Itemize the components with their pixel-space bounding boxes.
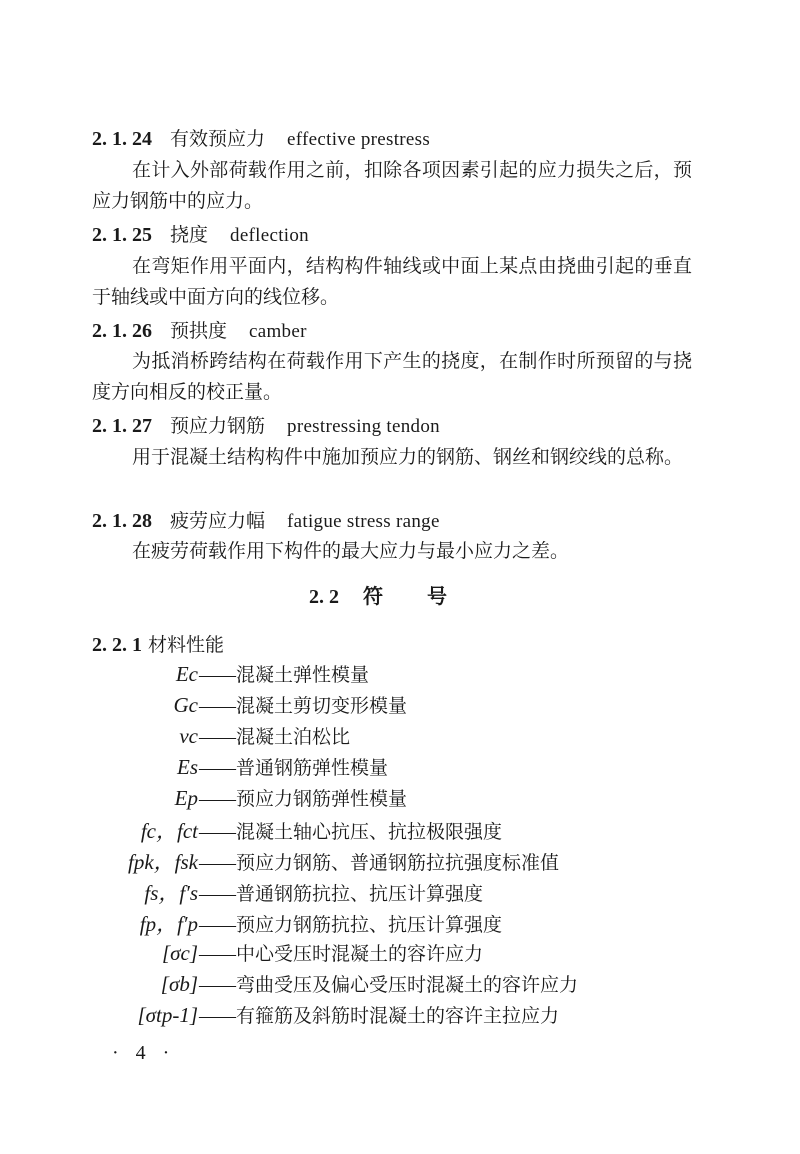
symbol-row [80, 784, 407, 814]
term-heading [92, 220, 309, 247]
symbol-description: 预应力钢筋抗拉、抗压计算强度 [236, 914, 503, 936]
em-dash-separator: —— [199, 789, 235, 810]
symbol-row [80, 1001, 559, 1031]
symbol-description: 有箍筋及斜筋时混凝土的容许主拉应力 [236, 1005, 560, 1027]
term-heading [92, 411, 440, 438]
em-dash-separator: —— [199, 915, 235, 936]
symbol-description: 混凝土泊松比 [236, 726, 351, 748]
symbol-row [80, 846, 559, 876]
symbol-description: 混凝土轴心抗压、抗拉极限强度 [236, 821, 503, 843]
symbol-row [80, 908, 502, 938]
term-en: effective prestress [287, 129, 431, 150]
em-dash-separator: —— [199, 853, 235, 874]
symbol: fs，f′s [144, 881, 198, 905]
symbol: νc [179, 724, 198, 748]
symbol-description: 混凝土弹性模量 [236, 664, 370, 686]
term-heading [92, 316, 307, 343]
term-heading [92, 124, 430, 151]
term-zh: 挠度 [170, 224, 209, 246]
term-number: 2. 1. 28 [92, 510, 152, 532]
em-dash-separator: —— [199, 758, 235, 779]
em-dash-separator: —— [199, 822, 235, 843]
term-definition: 为抵消桥跨结构在荷载作用下产生的挠度，在制作时所预留的与挠度方向相反的校正量。 [92, 350, 692, 403]
term-zh: 预应力钢筋 [170, 415, 266, 437]
em-dash-separator: —— [199, 975, 235, 996]
term-en: fatigue stress range [287, 511, 440, 532]
em-dash-separator: —— [199, 884, 235, 905]
term-zh: 预拱度 [170, 320, 228, 342]
symbol-description: 预应力钢筋、普通钢筋拉抗强度标准值 [236, 852, 560, 874]
section-heading [0, 580, 800, 609]
symbol: [σtp-1] [137, 1003, 198, 1027]
symbol: Ep [174, 786, 198, 810]
symbol-row [80, 877, 483, 907]
term-number: 2. 1. 25 [92, 224, 152, 246]
symbol-row [80, 691, 407, 721]
term-number: 2. 1. 24 [92, 128, 152, 150]
term-heading [92, 506, 440, 533]
symbol-description: 中心受压时混凝土的容许应力 [236, 943, 484, 965]
em-dash-separator: —— [199, 665, 235, 686]
term-en: prestressing tendon [287, 416, 440, 437]
term-definition: 在弯矩作用平面内，结构构件轴线或中面上某点由挠曲引起的垂直于轴线或中面方向的线位移。 [92, 255, 692, 308]
symbol-row [80, 722, 350, 752]
term-definition: 在计入外部荷载作用之前，扣除各项因素引起的应力损失之后，预应力钢筋中的应力。 [92, 159, 692, 212]
term-en: camber [249, 321, 307, 342]
term-number: 2. 1. 26 [92, 320, 152, 342]
term-number: 2. 1. 27 [92, 415, 152, 437]
term-zh: 有效预应力 [170, 128, 266, 150]
symbol: Ec [175, 662, 198, 686]
em-dash-separator: —— [199, 696, 235, 717]
subsection-number: 2. 2. 1 [92, 634, 142, 656]
term-zh: 疲劳应力幅 [170, 510, 266, 532]
symbol-row [80, 660, 369, 690]
section-title: 符号 [363, 584, 491, 608]
symbol-description: 预应力钢筋弹性模量 [236, 788, 408, 810]
symbol-row [80, 970, 578, 1000]
symbol-description: 普通钢筋弹性模量 [236, 757, 389, 779]
term-en: deflection [230, 225, 309, 246]
term-definition: 在疲劳荷载作用下构件的最大应力与最小应力之差。 [132, 540, 570, 562]
subsection-heading [92, 630, 246, 657]
section-number: 2. 2 [309, 586, 339, 608]
symbol: Gc [173, 693, 198, 717]
em-dash-separator: —— [199, 944, 235, 965]
subsection-title: 材料性能 [148, 634, 225, 656]
symbol: fpk，fsk [128, 850, 198, 874]
symbol-description: 普通钢筋抗拉、抗压计算强度 [236, 883, 484, 905]
symbol: fc，fct [140, 819, 198, 843]
symbol: [σb] [160, 972, 198, 996]
term-definition: 用于混凝土结构构件中施加预应力的钢筋、钢丝和钢绞线的总称。 [132, 446, 684, 468]
page-number: · 4 · [112, 1042, 176, 1064]
symbol: Es [177, 755, 198, 779]
symbol-row [80, 753, 388, 783]
em-dash-separator: —— [199, 727, 235, 748]
em-dash-separator: —— [199, 1006, 235, 1027]
symbol: fp，f′p [139, 912, 198, 936]
symbol-row [80, 939, 483, 969]
symbol-description: 混凝土剪切变形模量 [236, 695, 408, 717]
symbol: [σc] [161, 941, 198, 965]
symbol-row [80, 815, 502, 845]
symbol-description: 弯曲受压及偏心受压时混凝土的容许应力 [236, 974, 579, 996]
